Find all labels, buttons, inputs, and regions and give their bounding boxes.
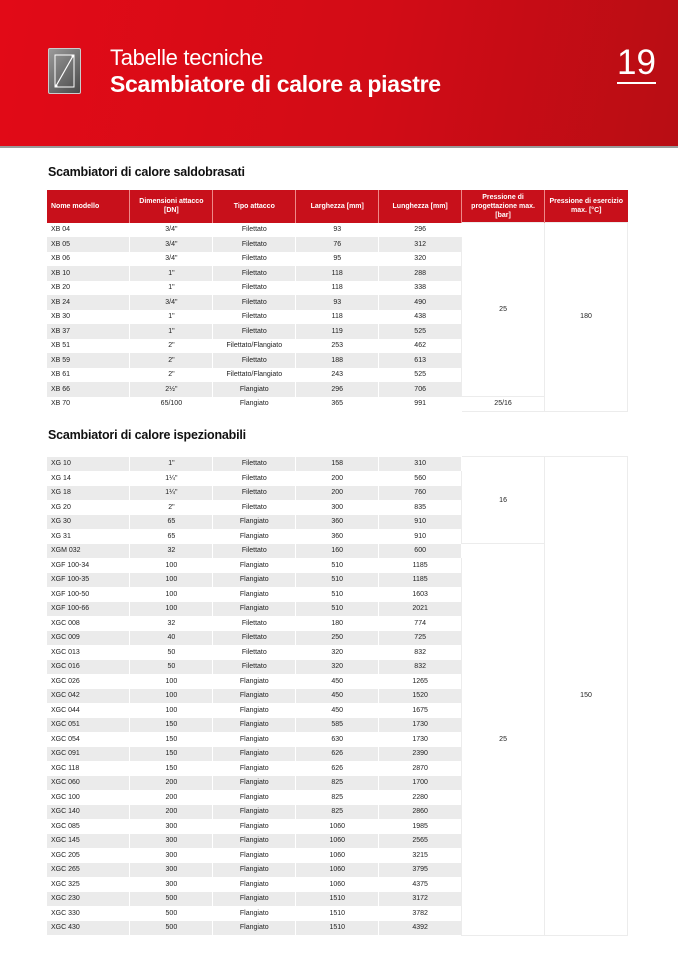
cell-length: 910 [379,515,462,530]
cell-connection-size: 100 [130,602,213,617]
cell-length: 832 [379,645,462,660]
cell-length: 2280 [379,790,462,805]
cell-model: XB 59 [47,353,130,368]
cell-model: XB 06 [47,252,130,267]
page-number: 19 [617,43,656,82]
cell-model: XGC 230 [47,892,130,907]
cell-connection-size: 150 [130,718,213,733]
cell-connection-type: Filettato [213,237,296,252]
cell-width: 510 [296,602,379,617]
cell-length: 1700 [379,776,462,791]
cell-model: XB 70 [47,397,130,412]
cell-width: 626 [296,761,379,776]
cell-length: 2021 [379,602,462,617]
cell-model: XGC 044 [47,703,130,718]
cell-connection-size: 2" [130,500,213,515]
cell-length: 760 [379,486,462,501]
cell-connection-size: 1¼" [130,486,213,501]
cell-width: 450 [296,703,379,718]
cell-connection-size: 65 [130,529,213,544]
cell-length: 1265 [379,674,462,689]
section-title-brazed: Scambiatori di calore saldobrasati [48,165,245,179]
cell-length: 490 [379,295,462,310]
cell-width: 825 [296,776,379,791]
cell-connection-type: Flangiato [213,819,296,834]
cell-model: XG 18 [47,486,130,501]
cell-width: 93 [296,295,379,310]
cell-width: 585 [296,718,379,733]
cell-model: XG 10 [47,457,130,472]
cell-length: 438 [379,310,462,325]
page-title: Scambiatore di calore a piastre [110,71,441,97]
cell-width: 320 [296,645,379,660]
cell-connection-size: 300 [130,848,213,863]
cell-width: 95 [296,252,379,267]
cell-connection-type: Flangiato [213,529,296,544]
cell-connection-type: Filettato [213,457,296,472]
cell-connection-type: Filettato [213,471,296,486]
cell-model: XGC 016 [47,660,130,675]
cell-width: 1060 [296,834,379,849]
cell-width: 626 [296,747,379,762]
cell-connection-type: Filettato [213,616,296,631]
cell-connection-size: 65 [130,515,213,530]
cell-connection-size: 50 [130,645,213,660]
cell-width: 360 [296,515,379,530]
cell-model: XGC 054 [47,732,130,747]
cell-length: 774 [379,616,462,631]
cell-connection-type: Flangiato [213,718,296,733]
cell-width: 365 [296,397,379,412]
cell-width: 250 [296,631,379,646]
cell-width: 1060 [296,877,379,892]
cell-width: 253 [296,339,379,354]
section-title-inspectable: Scambiatori di calore ispezionabili [48,428,246,442]
cell-width: 825 [296,805,379,820]
cell-connection-size: 500 [130,906,213,921]
cell-model: XG 20 [47,500,130,515]
cell-connection-type: Filettato [213,544,296,559]
table-row [47,457,628,472]
cell-connection-type: Flangiato [213,776,296,791]
cell-connection-type: Flangiato [213,732,296,747]
cell-connection-size: 1¼" [130,471,213,486]
cell-model: XGC 060 [47,776,130,791]
cell-model: XGF 100-35 [47,573,130,588]
cell-connection-size: 1" [130,324,213,339]
cell-length: 3782 [379,906,462,921]
cell-connection-type: Flangiato [213,674,296,689]
cell-model: XGC 145 [47,834,130,849]
cell-connection-size: 3/4" [130,295,213,310]
cell-model: XB 30 [47,310,130,325]
cell-width: 118 [296,310,379,325]
cell-length: 2390 [379,747,462,762]
cell-length: 1675 [379,703,462,718]
cell-width: 188 [296,353,379,368]
cell-length: 1185 [379,558,462,573]
cell-length: 560 [379,471,462,486]
cell-width: 1060 [296,848,379,863]
cell-connection-size: 1" [130,457,213,472]
cell-connection-size: 3/4" [130,237,213,252]
header-divider [0,146,678,148]
cell-length: 1520 [379,689,462,704]
cell-connection-type: Flangiato [213,877,296,892]
cell-connection-size: 150 [130,732,213,747]
cell-width: 450 [296,689,379,704]
cell-length: 4375 [379,877,462,892]
cell-connection-type: Filettato [213,281,296,296]
cell-design-pressure: 16 [462,457,545,544]
cell-connection-size: 2" [130,353,213,368]
cell-length: 706 [379,382,462,397]
cell-width: 510 [296,558,379,573]
cell-connection-size: 500 [130,921,213,936]
cell-connection-type: Flangiato [213,906,296,921]
cell-connection-type: Filettato [213,486,296,501]
cell-length: 4392 [379,921,462,936]
cell-connection-size: 200 [130,805,213,820]
cell-width: 180 [296,616,379,631]
cell-model: XGC 009 [47,631,130,646]
cell-length: 1185 [379,573,462,588]
col-header-connection-size: Dimensioni attacco [DN] [130,190,213,223]
cell-model: XGC 008 [47,616,130,631]
cell-width: 1060 [296,863,379,878]
cell-connection-type: Flangiato [213,397,296,412]
cell-model: XGC 013 [47,645,130,660]
cell-width: 825 [296,790,379,805]
cell-width: 630 [296,732,379,747]
cell-connection-size: 200 [130,790,213,805]
cell-connection-type: Filettato [213,500,296,515]
cell-length: 1603 [379,587,462,602]
cell-connection-size: 2" [130,339,213,354]
table-row [47,223,628,238]
cell-width: 320 [296,660,379,675]
cell-model: XGF 100-66 [47,602,130,617]
cell-connection-type: Filettato [213,631,296,646]
cell-model: XGM 032 [47,544,130,559]
cell-width: 119 [296,324,379,339]
cell-model: XGF 100-34 [47,558,130,573]
cell-connection-size: 50 [130,660,213,675]
cell-width: 450 [296,674,379,689]
cell-length: 613 [379,353,462,368]
cell-connection-type: Filettato [213,660,296,675]
cell-connection-type: Flangiato [213,573,296,588]
cell-length: 310 [379,457,462,472]
cell-connection-type: Flangiato [213,834,296,849]
cell-model: XB 04 [47,223,130,238]
cell-width: 118 [296,281,379,296]
cell-width: 158 [296,457,379,472]
cell-connection-size: 1" [130,281,213,296]
cell-connection-type: Flangiato [213,805,296,820]
cell-connection-size: 40 [130,631,213,646]
cell-width: 76 [296,237,379,252]
table-row [47,544,628,559]
cell-width: 1060 [296,819,379,834]
col-header-model: Nome modello [47,190,130,223]
cell-operating-temperature: 180 [545,223,628,412]
cell-design-pressure: 25 [462,544,545,936]
cell-connection-type: Flangiato [213,921,296,936]
cell-connection-size: 300 [130,819,213,834]
cell-model: XGC 100 [47,790,130,805]
cell-connection-type: Flangiato [213,761,296,776]
col-header-length: Lunghezza [mm] [379,190,462,223]
cell-connection-size: 2½" [130,382,213,397]
cell-connection-size: 100 [130,674,213,689]
page-subtitle: Tabelle tecniche [110,45,263,70]
cell-connection-size: 32 [130,616,213,631]
cell-connection-type: Flangiato [213,558,296,573]
cell-width: 300 [296,500,379,515]
cell-connection-size: 100 [130,573,213,588]
cell-model: XB 61 [47,368,130,383]
cell-length: 320 [379,252,462,267]
cell-length: 525 [379,324,462,339]
cell-connection-type: Filettato [213,252,296,267]
cell-length: 2870 [379,761,462,776]
cell-connection-type: Flangiato [213,790,296,805]
cell-length: 1730 [379,732,462,747]
cell-model: XB 20 [47,281,130,296]
cell-connection-size: 200 [130,776,213,791]
cell-model: XB 66 [47,382,130,397]
cell-length: 1985 [379,819,462,834]
cell-connection-size: 100 [130,587,213,602]
cell-model: XGC 325 [47,877,130,892]
cell-model: XB 05 [47,237,130,252]
cell-length: 832 [379,660,462,675]
cell-width: 200 [296,486,379,501]
cell-model: XG 30 [47,515,130,530]
cell-connection-size: 100 [130,703,213,718]
cell-connection-size: 2" [130,368,213,383]
cell-length: 600 [379,544,462,559]
cell-connection-size: 300 [130,834,213,849]
cell-length: 288 [379,266,462,281]
cell-width: 510 [296,587,379,602]
cell-model: XB 37 [47,324,130,339]
cell-connection-type: Filettato [213,310,296,325]
cell-length: 2565 [379,834,462,849]
cell-connection-type: Flangiato [213,863,296,878]
col-header-design-pressure: Pressione di progettazione max. [bar] [462,190,545,223]
cell-model: XGC 085 [47,819,130,834]
cell-length: 910 [379,529,462,544]
table-row [47,397,628,412]
brazed-exchangers-table [47,190,628,412]
cell-model: XGC 026 [47,674,130,689]
cell-length: 2860 [379,805,462,820]
cell-model: XGC 205 [47,848,130,863]
cell-length: 3172 [379,892,462,907]
cell-length: 312 [379,237,462,252]
cell-connection-type: Flangiato [213,848,296,863]
cell-length: 3795 [379,863,462,878]
cell-model: XB 51 [47,339,130,354]
cell-model: XGC 330 [47,906,130,921]
cell-width: 360 [296,529,379,544]
cell-model: XB 24 [47,295,130,310]
plate-heat-exchanger-icon [48,48,81,94]
cell-length: 835 [379,500,462,515]
cell-model: XGF 100-50 [47,587,130,602]
cell-model: XGC 051 [47,718,130,733]
cell-model: XGC 091 [47,747,130,762]
cell-connection-type: Flangiato [213,602,296,617]
cell-design-pressure: 25 [462,223,545,397]
cell-model: XG 31 [47,529,130,544]
cell-length: 725 [379,631,462,646]
cell-connection-type: Filettato [213,223,296,238]
cell-connection-size: 100 [130,689,213,704]
cell-connection-type: Filettato/Flangiato [213,339,296,354]
cell-connection-type: Filettato [213,324,296,339]
col-header-operating-temperature: Pressione di esercizio max. [°C] [545,190,628,223]
cell-connection-size: 300 [130,863,213,878]
col-header-connection-type: Tipo attacco [213,190,296,223]
cell-operating-temperature: 150 [545,457,628,936]
cell-connection-type: Filettato [213,353,296,368]
cell-width: 510 [296,573,379,588]
cell-connection-type: Filettato/Flangiato [213,368,296,383]
cell-connection-size: 3/4" [130,252,213,267]
cell-connection-size: 65/100 [130,397,213,412]
cell-connection-type: Flangiato [213,515,296,530]
cell-model: XGC 140 [47,805,130,820]
cell-connection-type: Filettato [213,295,296,310]
cell-connection-size: 100 [130,558,213,573]
cell-connection-type: Flangiato [213,703,296,718]
col-header-width: Larghezza [mm] [296,190,379,223]
cell-width: 243 [296,368,379,383]
cell-connection-size: 150 [130,761,213,776]
cell-model: XGC 430 [47,921,130,936]
cell-width: 93 [296,223,379,238]
cell-width: 160 [296,544,379,559]
cell-length: 338 [379,281,462,296]
cell-connection-size: 32 [130,544,213,559]
cell-connection-type: Flangiato [213,747,296,762]
cell-connection-type: Flangiato [213,382,296,397]
cell-connection-type: Flangiato [213,587,296,602]
cell-model: XGC 118 [47,761,130,776]
cell-connection-type: Flangiato [213,892,296,907]
cell-width: 1510 [296,892,379,907]
cell-model: XB 10 [47,266,130,281]
cell-model: XGC 265 [47,863,130,878]
inspectable-exchangers-table [47,456,628,936]
cell-connection-size: 150 [130,747,213,762]
cell-connection-size: 300 [130,877,213,892]
cell-model: XGC 042 [47,689,130,704]
cell-length: 1730 [379,718,462,733]
cell-connection-type: Flangiato [213,689,296,704]
cell-length: 3215 [379,848,462,863]
cell-model: XG 14 [47,471,130,486]
cell-width: 118 [296,266,379,281]
cell-connection-size: 1" [130,266,213,281]
cell-width: 1510 [296,906,379,921]
cell-length: 462 [379,339,462,354]
cell-connection-size: 500 [130,892,213,907]
cell-connection-type: Filettato [213,266,296,281]
cell-length: 525 [379,368,462,383]
cell-connection-type: Filettato [213,645,296,660]
cell-width: 1510 [296,921,379,936]
cell-connection-size: 3/4" [130,223,213,238]
cell-length: 991 [379,397,462,412]
cell-connection-size: 1" [130,310,213,325]
cell-length: 296 [379,223,462,238]
cell-width: 296 [296,382,379,397]
cell-design-pressure: 25/16 [462,397,545,412]
cell-width: 200 [296,471,379,486]
